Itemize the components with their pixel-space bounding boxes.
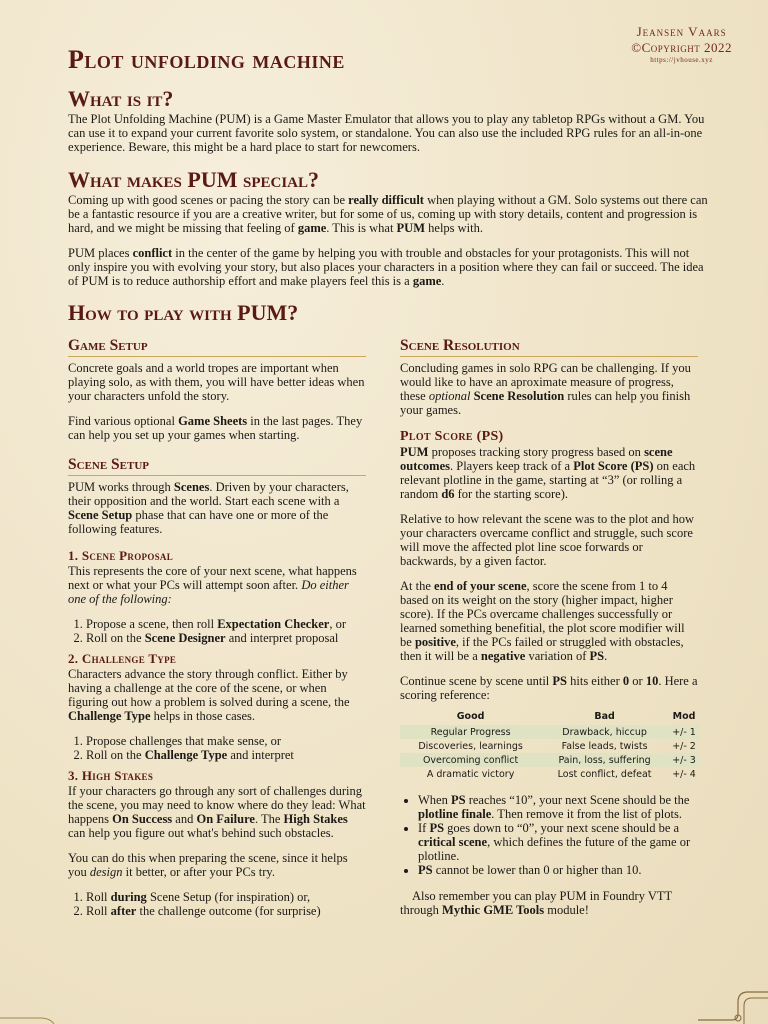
table-cell: Lost conflict, defeat — [557, 768, 652, 780]
game-setup-para-2: Find various optional Game Sheets in the last pages. They can help you set up your games when starting. — [68, 414, 363, 442]
table-cell: False leads, twists — [561, 740, 648, 752]
plot-score-para-1: PUM proposes tracking story progress based on scene outcomes. Players keep track of a Plot Score (PS) on each relevant plotline in the game, starting at “3” (or rolling a random d6 for the starting score). — [400, 445, 696, 501]
table-header-row — [400, 708, 700, 725]
heading-game-setup: Game Setup — [68, 337, 366, 357]
table-cell: +/- 3 — [668, 753, 700, 767]
heading-scene-resolution: Scene Resolution — [400, 337, 698, 357]
heading-challenge-type: 2. Challenge Type — [68, 651, 177, 666]
table-cell: +/- 1 — [668, 725, 700, 739]
col-header-bad: Bad — [594, 711, 615, 722]
table-row — [400, 753, 700, 767]
heading-what: What is it? — [68, 86, 174, 111]
page-title: Plot unfolding machine — [68, 45, 345, 74]
stakes-list — [68, 890, 366, 918]
table-cell: Overcoming conflict — [400, 753, 541, 767]
table-cell: Drawback, hiccup — [541, 725, 668, 739]
plot-score-para-3: At the end of your scene, score the scene from 1 to 4 based on its weight on the story (higher impact, higher score). If the PCs overcame challenges successfully or learned something benefitial, the plot score modifier will be positive, if the PCs failed or struggled with obstacles, then it will be a negative variation of PS. — [400, 579, 685, 663]
list-item: 2. Roll on the Scene Designer and interpret proposal — [86, 631, 366, 645]
table-row — [400, 725, 700, 739]
proposal-para: This represents the core of your next scene, what happens next or what your PCs will attempt soon after. Do either one of the following: — [68, 564, 357, 606]
list-item: 1. Propose challenges that make sense, or — [86, 734, 366, 748]
list-item: • PS cannot be lower than 0 or higher than 10. — [418, 863, 698, 877]
heading-scene-setup: Scene Setup — [68, 456, 366, 476]
table-cell: +/- 2 — [672, 740, 696, 752]
scene-setup-para: PUM works through Scenes. Driven by your characters, their opposition and the world. Start each scene with a Scene Setup phase that can have one or more of the following features. — [68, 480, 349, 536]
resolution-para: Concluding games in solo RPG can be challenging. If you would like to have an aproximate measure of progress, these optional Scene Resolution rules can help you finish your games. — [400, 361, 691, 417]
right-column — [400, 337, 698, 917]
table-cell: A dramatic victory — [426, 768, 515, 780]
what-text: The Plot Unfolding Machine (PUM) is a Game Master Emulator that allows you to play any tabletop RPGs without a GM. You can use it to expand your current favorite solo system, or standalone. You can also use the included RPG rules for an all-in-one experience. Beware, this might be a hard place to start for newcomers. — [68, 112, 705, 154]
list-item: • If PS goes down to “0”, your next scene should be a critical scene, which defines the future of the game or plotline. — [418, 821, 698, 863]
credit-block — [631, 24, 732, 64]
heading-special: What makes PUM special? — [68, 167, 320, 192]
col-header-good: Good — [456, 711, 485, 722]
list-item: 1. Roll during Scene Setup (for inspiration) or, — [86, 890, 366, 904]
scoring-table — [400, 708, 700, 781]
section-special — [68, 167, 708, 288]
table-row — [400, 739, 700, 753]
table-cell: Discoveries, learnings — [418, 740, 523, 752]
list-item: 2. Roll on the Challenge Type and interpret — [86, 748, 366, 762]
challenge-para: Characters advance the story through conflict. Either by having a challenge at the core of the scene, or when figuring out how a problem is solved during a scene, the Challenge Type helps in those cases. — [68, 667, 350, 723]
plot-score-para-4: Continue scene by scene until PS hits either 0 or 10. Here a scoring reference: — [400, 674, 698, 702]
list-item: 1. Propose a scene, then roll Expectation Checker, or — [86, 617, 366, 631]
page-corner-ornament — [678, 984, 768, 1024]
special-para-2: PUM places conflict in the center of the game by helping you with trouble and obstacles for your protagonists. This will not only inspire you with evolving your story, but also places your characters in a position where they can fail or succeed. The idea of PUM is to reduce authorship effort and make players feel this is a game. — [68, 246, 704, 288]
section-what — [68, 86, 708, 154]
author-name: Jeansen Vaars — [636, 24, 727, 39]
table-cell: +/- 4 — [672, 768, 696, 780]
special-para-1: Coming up with good scenes or pacing the story can be really difficult when playing without a GM. Solo systems out there can be a fantastic resource if you are a creative writer, but for some of us, coming up with story details, content and progression is hard, and we might be missing that feeling of game. This is what PUM helps with. — [68, 193, 708, 235]
table-cell: Regular Progress — [400, 725, 541, 739]
challenge-list — [68, 734, 366, 762]
heading-plot-score: Plot Score (PS) — [400, 429, 504, 444]
foundry-note: Also remember you can play PUM in Foundry VTT through Mythic GME Tools module! — [400, 889, 672, 917]
page-corner-ornament-left — [0, 1004, 70, 1024]
heading-high-stakes: 3. High Stakes — [68, 768, 154, 783]
section-howto — [68, 300, 708, 326]
left-column — [68, 337, 366, 918]
list-item: • When PS reaches “10”, your next Scene should be the plotline finale. Then remove it from the list of plots. — [418, 793, 698, 821]
proposal-list — [68, 617, 366, 645]
website-url: https://jvhouse.xyz — [650, 56, 713, 64]
ps-rules-list — [400, 793, 698, 877]
table-row — [400, 767, 700, 781]
list-item: 2. Roll after the challenge outcome (for surprise) — [86, 904, 366, 918]
heading-howto: How to play with PUM? — [68, 300, 299, 325]
plot-score-para-2: Relative to how relevant the scene was to the plot and how your characters overcame conflict and struggle, such score will move the affected plot line scoe forwards or backwards, by a given factor. — [400, 512, 695, 568]
stakes-para-2: You can do this when preparing the scene, since it helps you design it better, or after your PCs try. — [68, 851, 348, 879]
table-cell: Pain, loss, suffering — [541, 753, 668, 767]
col-header-mod: Mod — [672, 711, 696, 722]
copyright: ©Copyright 2022 — [631, 40, 732, 55]
heading-scene-proposal: 1. Scene Proposal — [68, 548, 174, 563]
game-setup-para-1: Concrete goals and a world tropes are important when playing solo, as with them, you will have better ideas when your characters unfold the story. — [68, 361, 365, 403]
stakes-para-1: If your characters go through any sort of challenges during the scene, you may need to know where do they lead: What happens On Success and On Failure. The High Stakes can help you figure out what's behind such obstacles. — [68, 784, 366, 840]
